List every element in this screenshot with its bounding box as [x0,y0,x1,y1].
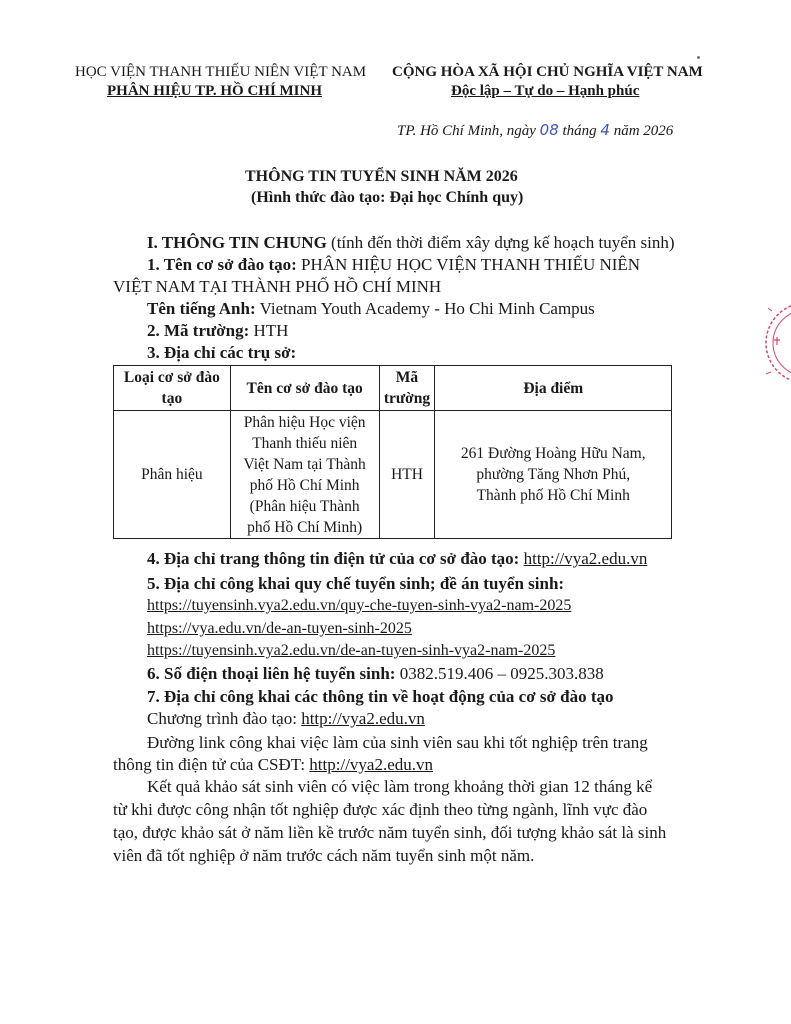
date-day-handwritten: 08 [539,121,559,139]
section-1-heading [147,233,675,253]
jobs-label: thông tin điện tử của CSĐT: [113,755,306,774]
date-month-handwritten: 4 [600,121,610,139]
table-header-cell: Địa điểm [435,366,672,411]
table-header-cell: Loại cơ sở đào tạo [114,366,231,411]
item-6-label: 6. Số điện thoại liên hệ tuyển sinh: [147,664,396,683]
cell-address-line: 261 Đường Hoàng Hữu Nam, [460,445,646,462]
table-header-row [114,366,672,411]
item-1-value: PHÂN HIỆU HỌC VIỆN THANH THIẾU NIÊN [301,255,641,274]
cell-name [230,411,379,539]
cell-name-line: phố Hồ Chí Minh) [247,518,363,536]
cell-name-line: phố Hồ Chí Minh [249,476,360,494]
cell-address-line: Thành phố Hồ Chí Minh [476,487,630,504]
english-name-value: Vietnam Youth Academy - Ho Chi Minh Campus [259,299,595,318]
item-3-label: 3. Địa chỉ các trụ sở: [147,343,297,362]
date-month-word: tháng [562,123,597,139]
cell-code: HTH [379,411,435,539]
table-row [114,411,672,539]
org-branch: PHÂN HIỆU TP. HỒ CHÍ MINH [107,83,323,99]
item-7-label: 7. Địa chỉ công khai các thông tin về hoạt động của cơ sở đào tạo [147,687,614,706]
english-name-label: Tên tiếng Anh: [147,299,256,318]
survey-line-4: viên đã tốt nghiệp ở năm trước cách năm tuyển sinh một năm. [113,846,535,865]
table-header-cell: Tên cơ sở đào tạo [230,366,379,411]
program-link[interactable]: http://vya2.edu.vn [301,709,425,728]
survey-line-2: từ khi được công nhận tốt nghiệp được xác định theo từng ngành, lĩnh vực đào [113,800,648,819]
cell-address [435,411,672,539]
item-5-label: 5. Địa chỉ công khai quy chế tuyển sinh; đề án tuyển sinh: [147,574,565,593]
cell-address-line: phường Tăng Nhơn Phú, [476,466,631,483]
national-title: CỘNG HÒA XÃ HỘI CHỦ NGHĨA VIỆT NAM [392,64,703,80]
cell-name-line: Phân hiệu Học viện [243,413,366,431]
cell-name-line: Việt Nam tại Thành [243,455,366,473]
seal-stamp-fragment [762,288,791,398]
date-prefix: TP. Hồ Chí Minh, ngày [397,123,536,139]
campus-table [113,365,672,539]
date-line [397,121,673,140]
item-1-label: 1. Tên cơ sở đào tạo: [147,255,297,274]
english-name-line [147,299,595,319]
jobs-link[interactable]: http://vya2.edu.vn [309,755,434,774]
jobs-line-2 [113,755,433,775]
table-header-cell: Mã trường [379,366,435,411]
section-1-title: I. THÔNG TIN CHUNG [147,233,327,252]
scan-speck [697,56,700,59]
cell-name-line: (Phân hiệu Thành [249,497,360,515]
item-2-label: 2. Mã trường: [147,321,250,340]
item-2-value: HTH [253,321,289,340]
program-line [147,709,425,729]
survey-line-3: tạo, được khảo sát ở năm liền kề trước năm tuyển sinh, đối tượng khảo sát là sinh [113,823,667,842]
item-4-line [147,549,647,569]
item-1-line [147,255,640,275]
proposal-link-2[interactable]: https://tuyensinh.vya2.edu.vn/de-an-tuyen-sinh-vya2-nam-2025 [147,642,556,659]
regulation-link[interactable]: https://tuyensinh.vya2.edu.vn/quy-che-tuyen-sinh-vya2-nam-2025 [147,597,572,614]
document-title: THÔNG TIN TUYỂN SINH NĂM 2026 [245,168,518,185]
survey-line-1: Kết quả khảo sát sinh viên có việc làm trong khoảng thời gian 12 tháng kể [147,777,653,796]
date-year: năm 2026 [613,123,674,139]
program-label: Chương trình đào tạo: [147,709,297,728]
cell-name-line: Thanh thiếu niên [252,434,358,452]
document-subtitle: (Hình thức đào tạo: Đại học Chính quy) [251,189,524,206]
section-1-note: (tính đến thời điểm xây dựng kế hoạch tuyển sinh) [331,233,675,252]
proposal-link[interactable]: https://vya.edu.vn/de-an-tuyen-sinh-2025 [147,620,412,637]
hotline-value: 0382.519.406 – 0925.303.838 [399,664,604,683]
item-6-line [147,664,604,684]
jobs-line-1: Đường link công khai việc làm của sinh viên sau khi tốt nghiệp trên trang [147,733,648,752]
cell-type: Phân hiệu [114,411,231,539]
item-1-value-cont: VIỆT NAM TẠI THÀNH PHỐ HỒ CHÍ MINH [113,277,442,296]
website-link[interactable]: http://vya2.edu.vn [523,549,648,568]
item-4-label: 4. Địa chỉ trang thông tin điện tử của cơ sở đào tạo: [147,549,520,568]
national-motto: Độc lập – Tự do – Hạnh phúc [451,83,640,99]
item-2-line [147,321,288,341]
org-name: HỌC VIỆN THANH THIẾU NIÊN VIỆT NAM [75,64,367,80]
